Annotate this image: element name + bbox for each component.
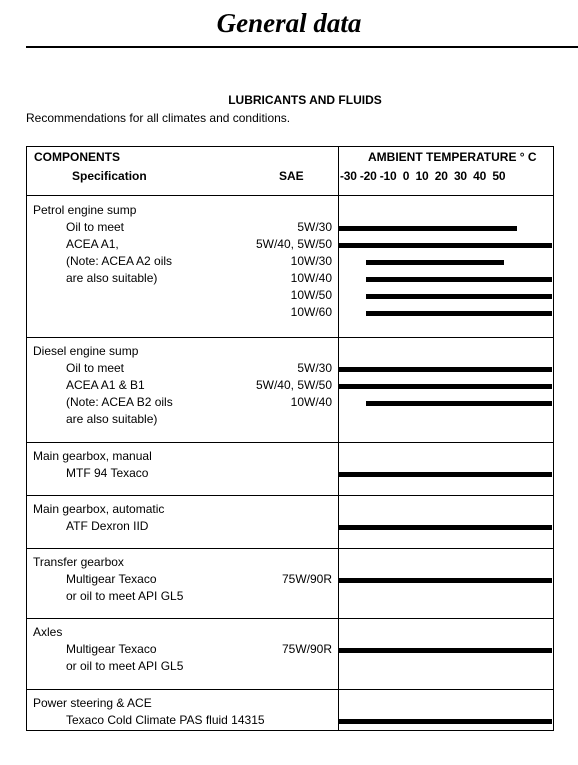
component-title: Diesel engine sump: [33, 344, 139, 358]
sae-grade: 75W/90R: [281, 572, 332, 586]
specification-line: Texaco Cold Climate PAS fluid 14315: [66, 713, 265, 727]
row-divider: [26, 442, 554, 443]
temperature-range-bar: [339, 578, 552, 583]
sae-grade: 10W/40: [290, 395, 332, 409]
component-title: Main gearbox, automatic: [33, 502, 165, 516]
temperature-range-bar: [366, 401, 552, 406]
subtitle: Recommendations for all climates and conditions.: [26, 111, 291, 125]
row-divider: [26, 689, 554, 690]
component-title: Petrol engine sump: [33, 203, 137, 217]
specification-line: ACEA A1,: [66, 237, 119, 251]
specification-line: or oil to meet API GL5: [66, 589, 184, 603]
row-divider: [26, 495, 554, 496]
specification-line: Oil to meet: [66, 220, 125, 234]
page-title: General data: [216, 8, 362, 38]
specification-line: ACEA A1 & B1: [66, 378, 145, 392]
sae-grade: 5W/30: [297, 361, 332, 375]
sae-grade: 10W/40: [290, 271, 332, 285]
specification-header: Specification: [72, 169, 147, 183]
sae-grade: 5W/40, 5W/50: [255, 237, 332, 251]
specification-line: are also suitable): [66, 412, 158, 426]
sae-grade: 10W/60: [290, 305, 332, 319]
sae-grade: 75W/90R: [281, 642, 332, 656]
temperature-column-divider: [338, 146, 339, 731]
specification-line: MTF 94 Texaco: [66, 466, 149, 480]
sae-grade: 5W/30: [297, 220, 332, 234]
components-header: COMPONENTS: [34, 150, 121, 164]
sae-grade: 10W/30: [290, 254, 332, 268]
section-title: LUBRICANTS AND FLUIDS: [228, 93, 382, 107]
temperature-range-bar: [366, 260, 504, 265]
temperature-range-bar: [366, 311, 552, 316]
specification-line: Multigear Texaco: [66, 572, 157, 586]
component-title: Axles: [33, 625, 63, 639]
temperature-range-bar: [339, 226, 517, 231]
header-divider: [26, 195, 554, 196]
specification-line: (Note: ACEA B2 oils: [66, 395, 173, 409]
specification-line: ATF Dexron IID: [66, 519, 149, 533]
specification-line: or oil to meet API GL5: [66, 659, 184, 673]
component-title: Main gearbox, manual: [33, 449, 152, 463]
row-divider: [26, 548, 554, 549]
temperature-scale: -30 -20 -10 0 10 20 30 40 50: [340, 169, 506, 183]
sae-grade: 10W/50: [290, 288, 332, 302]
ambient-temperature-header: AMBIENT TEMPERATURE ° C: [368, 150, 537, 164]
row-divider: [26, 618, 554, 619]
specification-line: (Note: ACEA A2 oils: [66, 254, 173, 268]
temperature-range-bar: [339, 525, 552, 530]
component-title: Power steering & ACE: [33, 696, 152, 710]
specification-line: Oil to meet: [66, 361, 125, 375]
temperature-range-bar: [339, 472, 552, 477]
temperature-range-bar: [366, 277, 552, 282]
temperature-range-bar: [339, 719, 552, 724]
specification-line: Multigear Texaco: [66, 642, 157, 656]
specification-line: are also suitable): [66, 271, 158, 285]
temperature-range-bar: [339, 384, 552, 389]
sae-grade: 5W/40, 5W/50: [255, 378, 332, 392]
temperature-range-bar: [366, 294, 552, 299]
temperature-range-bar: [339, 648, 552, 653]
row-divider: [26, 337, 554, 338]
sae-header: SAE: [279, 169, 304, 183]
temperature-range-bar: [339, 367, 552, 372]
component-title: Transfer gearbox: [33, 555, 124, 569]
title-rule: [26, 46, 578, 48]
temperature-range-bar: [339, 243, 552, 248]
